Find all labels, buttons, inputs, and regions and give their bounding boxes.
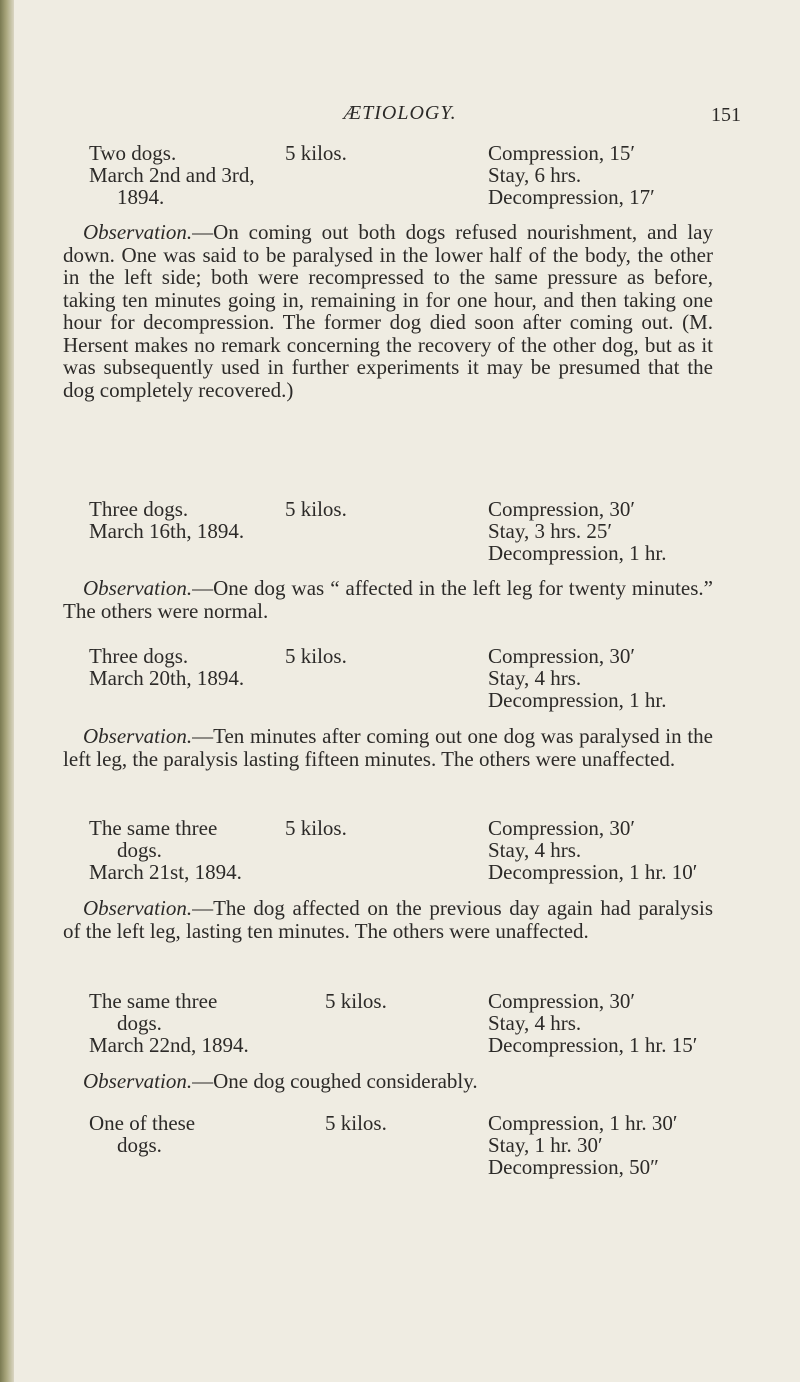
subject-line: Three dogs. <box>89 497 189 521</box>
observation-label: Observation. <box>83 724 193 748</box>
observation-label: Observation. <box>83 220 193 244</box>
observation-paragraph <box>63 725 713 770</box>
detail-line: Compression, 30′ <box>488 989 635 1013</box>
observation-label: Observation. <box>83 576 193 600</box>
subject-line: dogs. <box>117 1133 162 1157</box>
detail-line: Stay, 1 hr. 30′ <box>488 1133 603 1157</box>
experiment-details <box>488 1112 788 1178</box>
detail-line: Compression, 30′ <box>488 497 635 521</box>
experiment-details <box>488 645 788 711</box>
detail-line: Stay, 4 hrs. <box>488 838 582 862</box>
page-number: 151 <box>711 104 741 126</box>
subject-line: March 16th, 1894. <box>89 519 245 543</box>
experiment-weight: 5 kilos. <box>285 644 347 668</box>
detail-line: Stay, 6 hrs. <box>488 163 582 187</box>
detail-line: Decompression, 1 hr. <box>488 688 667 712</box>
subject-line: March 22nd, 1894. <box>89 1033 249 1057</box>
subject-line: March 20th, 1894. <box>89 666 245 690</box>
observation-paragraph <box>63 1070 713 1093</box>
detail-line: Decompression, 17′ <box>488 185 655 209</box>
experiment-weight: 5 kilos. <box>285 816 347 840</box>
observation-text: —One dog coughed considerably. <box>192 1069 478 1093</box>
observation-paragraph <box>63 897 713 942</box>
experiment-subjects <box>89 817 309 883</box>
experiment-subjects <box>89 645 309 689</box>
detail-line: Compression, 1 hr. 30′ <box>488 1111 678 1135</box>
subject-line: Three dogs. <box>89 644 189 668</box>
experiment-details <box>488 817 788 883</box>
experiment-weight: 5 kilos. <box>325 1111 387 1135</box>
subject-line: The same three <box>89 816 218 840</box>
subject-line: The same three <box>89 989 218 1013</box>
observation-label: Observation. <box>83 1069 193 1093</box>
detail-line: Decompression, 1 hr. <box>488 541 667 565</box>
experiment-subjects <box>89 498 309 542</box>
detail-line: Decompression, 50″ <box>488 1155 659 1179</box>
experiment-weight: 5 kilos. <box>285 141 347 165</box>
experiment-weight: 5 kilos. <box>325 989 387 1013</box>
subject-line: March 2nd and 3rd, <box>89 163 255 187</box>
detail-line: Compression, 15′ <box>488 141 635 165</box>
detail-line: Decompression, 1 hr. 15′ <box>488 1033 698 1057</box>
subject-line: One of these <box>89 1111 196 1135</box>
experiment-details <box>488 142 788 208</box>
observation-paragraph <box>63 577 713 622</box>
detail-line: Decompression, 1 hr. 10′ <box>488 860 698 884</box>
experiment-details <box>488 990 788 1056</box>
subject-line: dogs. <box>117 1011 162 1035</box>
observation-paragraph <box>63 221 713 401</box>
experiment-subjects <box>89 990 309 1056</box>
observation-label: Observation. <box>83 896 193 920</box>
subject-line: March 21st, 1894. <box>89 860 242 884</box>
detail-line: Stay, 3 hrs. 25′ <box>488 519 612 543</box>
page-header <box>0 102 800 132</box>
observation-text: —The dog affected on the previous day again had paralysis of the left leg, lasting ten minutes. The others were unaffected. <box>63 896 713 943</box>
detail-line: Stay, 4 hrs. <box>488 666 582 690</box>
observation-text: —On coming out both dogs refused nourishment, and lay down. One was said to be paralysed in the lower half of the body, the other in the left side; both were recompressed to the same pressure as before, taking ten minutes going in, remaining in for one hour, and then taking one hour for decompression. The former dog died soon after coming out. (M. Hersent makes no remark concerning the recovery of the other dog, but as it was subsequently used in further experiments it may be presumed that the dog completely recovered.) <box>63 220 713 402</box>
page-edge-shadow <box>0 0 14 1382</box>
detail-line: Compression, 30′ <box>488 644 635 668</box>
experiment-weight: 5 kilos. <box>285 497 347 521</box>
subject-line: Two dogs. <box>89 141 177 165</box>
experiment-subjects <box>89 1112 309 1156</box>
observation-text: —Ten minutes after coming out one dog was paralysed in the left leg, the paralysis lasting fifteen minutes. The others were unaffected. <box>63 724 713 771</box>
detail-line: Stay, 4 hrs. <box>488 1011 582 1035</box>
detail-line: Compression, 30′ <box>488 816 635 840</box>
observation-text: —One dog was “ affected in the left leg for twenty minutes.” The others were normal. <box>63 576 713 623</box>
experiment-subjects <box>89 142 309 208</box>
subject-line: 1894. <box>117 185 165 209</box>
subject-line: dogs. <box>117 838 162 862</box>
running-title: ÆTIOLOGY. <box>343 102 457 124</box>
experiment-details <box>488 498 788 564</box>
